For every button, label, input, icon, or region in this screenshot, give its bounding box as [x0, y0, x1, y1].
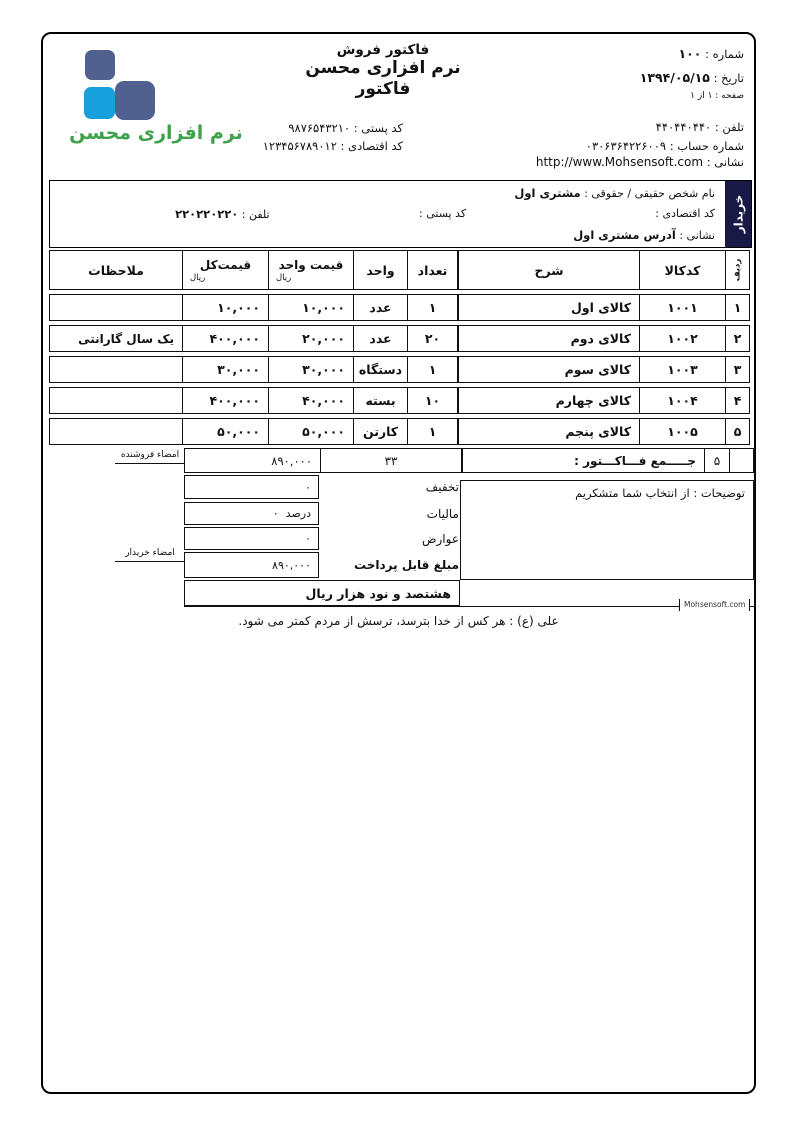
item-description: کالای سوم [457, 357, 639, 382]
buyer-address-line [60, 228, 715, 242]
item-quantity: ۱۰ [407, 388, 457, 413]
item-code: ۱۰۰۵ [639, 419, 725, 444]
item-unit: عدد [353, 295, 407, 320]
sum-amount: ۸۹۰,۰۰۰ [271, 453, 312, 468]
buyer-name-label: نام شخص حقیقی / حقوقی : [584, 187, 715, 200]
item-notes: یک سال گارانتی [78, 331, 174, 346]
buyer-phone-value: ۲۲۰۲۲۰۲۲۰ [175, 207, 239, 221]
item-row-number: ۴ [725, 388, 749, 413]
comments-value: از انتخاب شما متشکریم [575, 486, 690, 500]
header-center [213, 42, 553, 101]
buyer-economic-label: کد اقتصادی : [655, 207, 715, 220]
watermark-tag: Mohsensoft.com [679, 599, 750, 611]
seller-economic-label: کد اقتصادی : [340, 139, 403, 153]
logo-square-blue-icon [84, 87, 115, 119]
document-type-title: فاکتور فروش [336, 42, 430, 58]
item-description: کالای اول [457, 295, 639, 320]
seller-phone-label: تلفن : [714, 120, 744, 134]
item-unit-price: ۳۰,۰۰۰ [268, 357, 353, 382]
buyer-signature-line: امضاء خریدار [115, 548, 185, 562]
items-table-header [49, 250, 750, 290]
item-row-number: ۲ [725, 326, 749, 351]
item-notes [50, 295, 182, 320]
sum-row-count: ۵ [704, 449, 729, 472]
buyer-section [49, 180, 752, 248]
invoice-number-line [679, 46, 744, 61]
buyer-strip [725, 181, 751, 247]
comments-box [460, 480, 754, 580]
header-description: شرح [457, 251, 639, 289]
item-quantity: ۱ [407, 419, 457, 444]
tax-value-number: ۰ [272, 507, 279, 520]
item-row [49, 418, 750, 445]
item-row [49, 356, 750, 383]
item-row [49, 294, 750, 321]
item-total-price: ۴۰۰,۰۰۰ [182, 326, 268, 351]
buyer-address-value: آدرس مشتری اول [573, 228, 676, 242]
invoice-sum-row [184, 448, 754, 473]
item-total-price: ۱۰,۰۰۰ [182, 295, 268, 320]
buyer-phone-line [60, 207, 270, 221]
buyer-name-value: مشتری اول [514, 186, 581, 200]
header-quantity: تعداد [407, 251, 457, 289]
header-unit-price: قیمت واحد ریال [268, 251, 353, 289]
item-row [49, 387, 750, 414]
discount-label: تخفیف [425, 480, 459, 494]
invoice-date-line [640, 70, 744, 85]
header-total-price: قیمت‌کل ریال [182, 251, 268, 289]
seller-website-label: نشانی : [706, 155, 744, 169]
invoice-date-value: ۱۳۹۴/۰۵/۱۵ [639, 70, 710, 85]
item-unit-price: ۴۰,۰۰۰ [268, 388, 353, 413]
totals-bottom-line [184, 606, 754, 607]
header-row-number: ردیف [725, 251, 749, 289]
seller-postal-value: ۹۸۷۶۵۴۳۲۱۰ [288, 121, 351, 135]
header-notes: ملاحظات [88, 262, 144, 278]
item-row-number: ۳ [725, 357, 749, 382]
company-subtitle: فاکتور [355, 79, 411, 100]
items-table [49, 250, 750, 445]
invoice-sheet [41, 32, 756, 1094]
item-unit: بسته [353, 388, 407, 413]
buyer-phone-label: تلفن : [241, 208, 270, 221]
invoice-number-value: ۱۰۰ [678, 46, 702, 61]
buyer-name-line [60, 186, 715, 200]
sum-label: جـــــمع فـــاکـــتور : [461, 449, 704, 472]
company-name: نرم افزاری محسن [305, 58, 461, 78]
item-total-price: ۴۰۰,۰۰۰ [182, 388, 268, 413]
item-code: ۱۰۰۱ [639, 295, 725, 320]
item-description: کالای چهارم [457, 388, 639, 413]
company-logo [61, 46, 251, 164]
item-unit-price: ۱۰,۰۰۰ [268, 295, 353, 320]
buyer-codes-line [60, 207, 715, 221]
item-row-number: ۵ [725, 419, 749, 444]
item-unit-price: ۵۰,۰۰۰ [268, 419, 353, 444]
item-quantity: ۱ [407, 357, 457, 382]
invoice-date-label: تاریخ : [713, 71, 744, 85]
sum-row-end-cell [729, 449, 753, 472]
buyer-postal-label: کد پستی : [419, 207, 467, 220]
item-code: ۱۰۰۳ [639, 357, 725, 382]
comments-label: توضیحات : [693, 486, 745, 500]
item-row-number: ۱ [725, 295, 749, 320]
item-total-price: ۳۰,۰۰۰ [182, 357, 268, 382]
payable-label: مبلغ قابل پرداخت [354, 558, 459, 572]
tax-label: مالیات [426, 506, 459, 521]
seller-website-line [536, 155, 744, 169]
item-notes [50, 419, 182, 444]
seller-postal-label: کد پستی : [353, 121, 403, 135]
item-unit-price: ۲۰,۰۰۰ [268, 326, 353, 351]
item-notes [50, 388, 182, 413]
logo-square-dark-top-icon [85, 50, 115, 80]
item-code: ۱۰۰۲ [639, 326, 725, 351]
invoice-number-label: شماره : [705, 47, 744, 61]
logo-text: نرم افزاری محسن [69, 122, 243, 144]
account-number-label: شماره حساب : [669, 139, 744, 153]
item-unit: عدد [353, 326, 407, 351]
tax-unit: درصد [285, 507, 311, 520]
item-row [49, 325, 750, 352]
item-notes [50, 357, 182, 382]
item-description: کالای دوم [457, 326, 639, 351]
account-number-line [586, 139, 744, 153]
duty-label: عوارض [422, 531, 459, 546]
item-unit: کارتن [353, 419, 407, 444]
discount-value: ۰ [184, 475, 319, 499]
logo-square-dark-right-icon [115, 81, 155, 120]
page-number: صفحه : ۱ از ۱ [690, 91, 744, 101]
seller-phone-line [656, 120, 744, 134]
sum-quantity: ۳۳ [320, 449, 461, 472]
buyer-strip-label: خریدار [730, 194, 745, 234]
footer-quote: علی (ع) : هر کس از خدا بترسد، ترسش از مردم کمتر می شود. [238, 614, 559, 628]
header-item-code: کدکالا [639, 251, 725, 289]
seller-website-value: http://www.Mohsensoft.com [535, 155, 704, 169]
item-quantity: ۱ [407, 295, 457, 320]
header-unit: واحد [353, 251, 407, 289]
item-description: کالای پنجم [457, 419, 639, 444]
tax-value [184, 502, 319, 525]
duty-value: ۰ [184, 527, 319, 550]
seller-phone-value: ۴۴۰۴۴۰۴۴۰ [655, 120, 712, 134]
seller-economic-value: ۱۲۳۴۵۶۷۸۹۰۱۲ [262, 139, 337, 153]
payable-value: ۸۹۰,۰۰۰ [184, 552, 319, 578]
item-quantity: ۲۰ [407, 326, 457, 351]
item-code: ۱۰۰۴ [639, 388, 725, 413]
seller-signature-line: امضاء فروشنده [115, 450, 185, 464]
account-number-value: ۰۳۰۶۳۶۴۲۲۶۰۰۹ [585, 139, 667, 153]
totals-right-edge [754, 448, 755, 607]
buyer-address-label: نشانی : [679, 229, 715, 242]
item-unit: دستگاه [353, 357, 407, 382]
item-total-price: ۵۰,۰۰۰ [182, 419, 268, 444]
amount-in-words: هشتصد و نود هزار ریال [184, 580, 460, 606]
